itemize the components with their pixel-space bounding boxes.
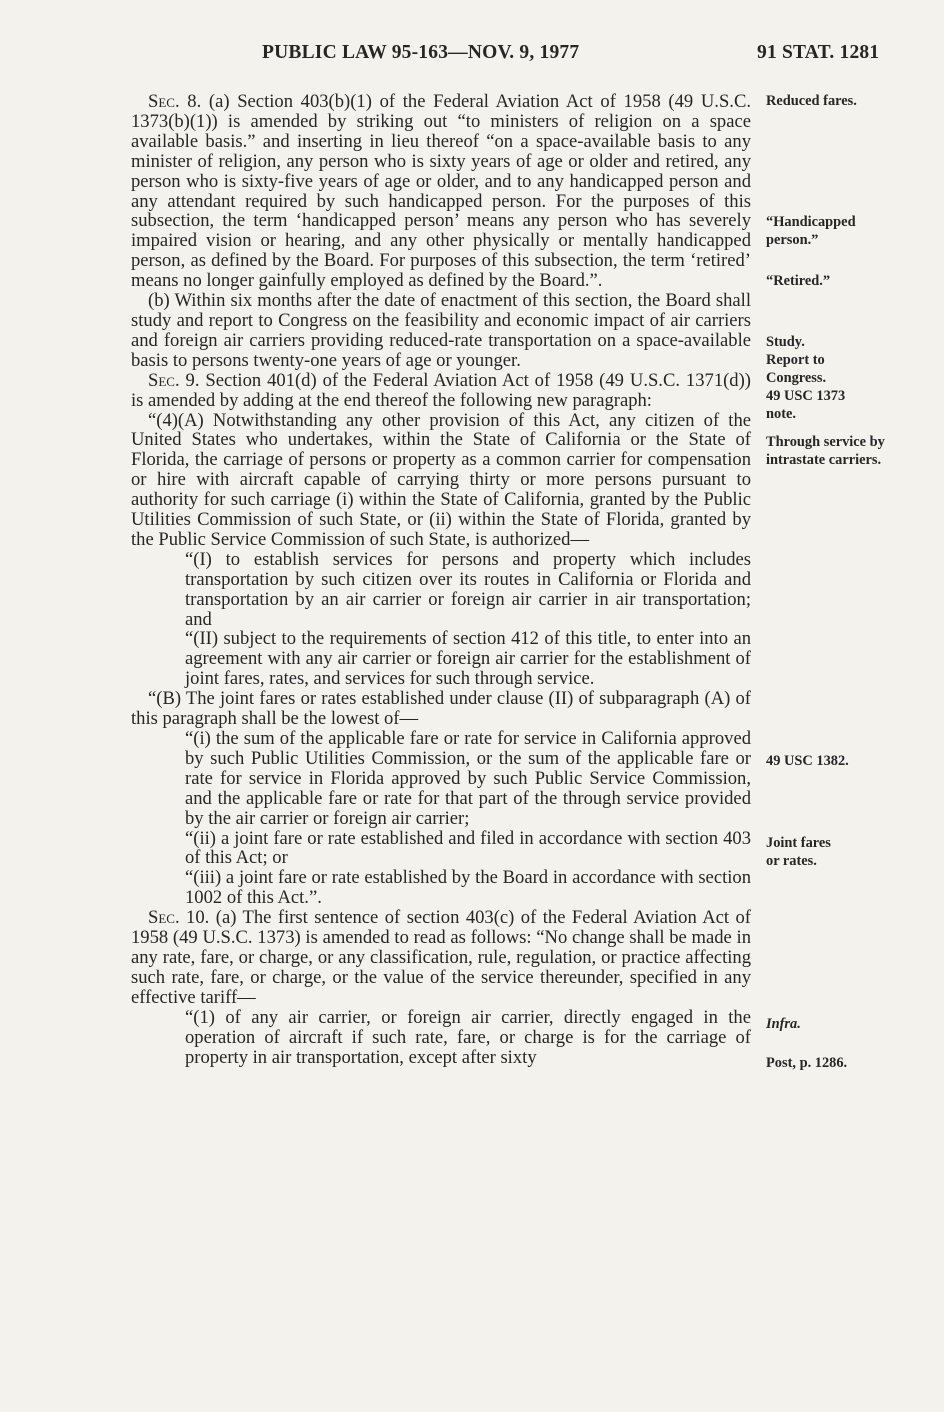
section-8-paragraph (131, 92, 751, 291)
section-10-label: Sec. 10. (148, 907, 210, 929)
section-8-text: (a) Section 403(b)(1) of the Federal Aviation Act of 1958 (49 U.S.C. 1373(b)(1)) is amended by striking out “to ministers of religion on a space available basis.” and inserting in lieu thereof “on a space-available basis to any minister of religion, any person who is sixty years of age or older and retired, any person who is sixty-five years of age or older, and to any handicapped person and any attendant required by such handicapped person. For the purposes of this subsection, the term ‘handicapped person’ means any person who has severely impaired vision or hearing, and any other physically or mentally handicapped person, as defined by the Board. For purposes of this subsection, the term ‘retired’ means no longer gainfully employed as defined by the Board.”. (131, 91, 751, 292)
clause-II: “(II) subject to the requirements of section 412 of this title, to enter into an agreement with any air carrier or foreign air carrier for the establishment of joint fares, rates, and services for such through service. (185, 628, 751, 690)
margin-note-study: Study. (766, 334, 805, 350)
margin-note-report-to-congress: Report to Congress. (766, 352, 827, 386)
section-8-label: Sec. 8. (148, 91, 202, 112)
section-10-paragraph (131, 908, 751, 1008)
margin-note-joint-fares: Joint fares or rates. (766, 835, 831, 869)
margin-note-reduced-fares: Reduced fares. (766, 93, 857, 109)
running-header-title: PUBLIC LAW 95-163—NOV. 9, 1977 (262, 42, 580, 63)
clause-I: “(I) to establish services for persons and property which includes transportation by such citizen over its routes in California or Florida and transportation by an air carrier or foreign air carrier in air transportation; and (185, 548, 751, 630)
paragraph-4a: “(4)(A) Notwithstanding any other provision of this Act, any citizen of the United States who undertakes, within the State of California or the State of Florida, the carriage of persons or property as a common carrier for compensation or hire with aircraft capable of carrying thirty or more persons pursuant to authority for such carriage (i) within the State of California, granted by the Public Utilities Commission of such State, or (ii) within the State of Florida, granted by the Public Service Commission of such State, is authorized— (131, 409, 751, 550)
margin-note-infra: Infra. (766, 1016, 801, 1032)
section-9-label: Sec. 9. (148, 369, 200, 391)
page-stat-number: 91 STAT. 1281 (757, 42, 880, 63)
clause-ii: “(ii) a joint fare or rate established and filed in accordance with section 403 of this Act; or (185, 827, 751, 869)
margin-note-49-usc-1373: 49 USC 1373 note. (766, 388, 846, 422)
section-9-paragraph (131, 371, 751, 411)
section-10-clause-1: “(1) of any air carrier, or foreign air carrier, directly engaged in the operation of aircraft if such rate, fare, or charge is for the carriage of property in air transportation, except after sixty (185, 1006, 751, 1068)
clause-iii: “(iii) a joint fare or rate established by the Board in accordance with section 1002 of this Act.”. (185, 867, 751, 909)
margin-note-handicapped-person: “Handicapped person.” (766, 214, 856, 248)
section-8b-paragraph: (b) Within six months after the date of enactment of this section, the Board shall study and report to Congress on the feasibility and economic impact of air carriers and foreign air carriers providing reduced-rate transportation on a space-available basis to persons twenty-one years of age or younger. (131, 290, 751, 371)
margin-note-through-service: Through service by intrastate carriers. (766, 434, 885, 468)
margin-note-retired: “Retired.” (766, 273, 831, 289)
margin-note-post-p-1286: Post, p. 1286. (766, 1055, 848, 1071)
body-text (131, 92, 751, 1067)
clause-i: “(i) the sum of the applicable fare or rate for service in California approved by such Public Utilities Commission, or the sum of the applicable fare or rate for service in Florida approved by such Public Service Commission, and the applicable fare or rate for that part of the through service provided by the air carrier or foreign air carrier; (185, 728, 751, 829)
section-9-text: Section 401(d) of the Federal Aviation Act of 1958 (49 U.S.C. 1371(d)) is amended by adding at the end thereof the following new paragraph: (131, 369, 751, 411)
section-10-text: (a) The first sentence of section 403(c) of the Federal Aviation Act of 1958 (49 U.S.C. 1373) is amended to read as follows: “No change shall be made in any rate, fare, or charge, or any classification, rule, regulation, or practice affecting such rate, fare, or charge, or the value of the service thereunder, specified in any effective tariff— (131, 907, 751, 1008)
subparagraph-b: “(B) The joint fares or rates established under clause (II) of subparagraph (A) of this paragraph shall be the lowest of— (131, 688, 751, 730)
margin-note-49-usc-1382: 49 USC 1382. (766, 753, 849, 769)
